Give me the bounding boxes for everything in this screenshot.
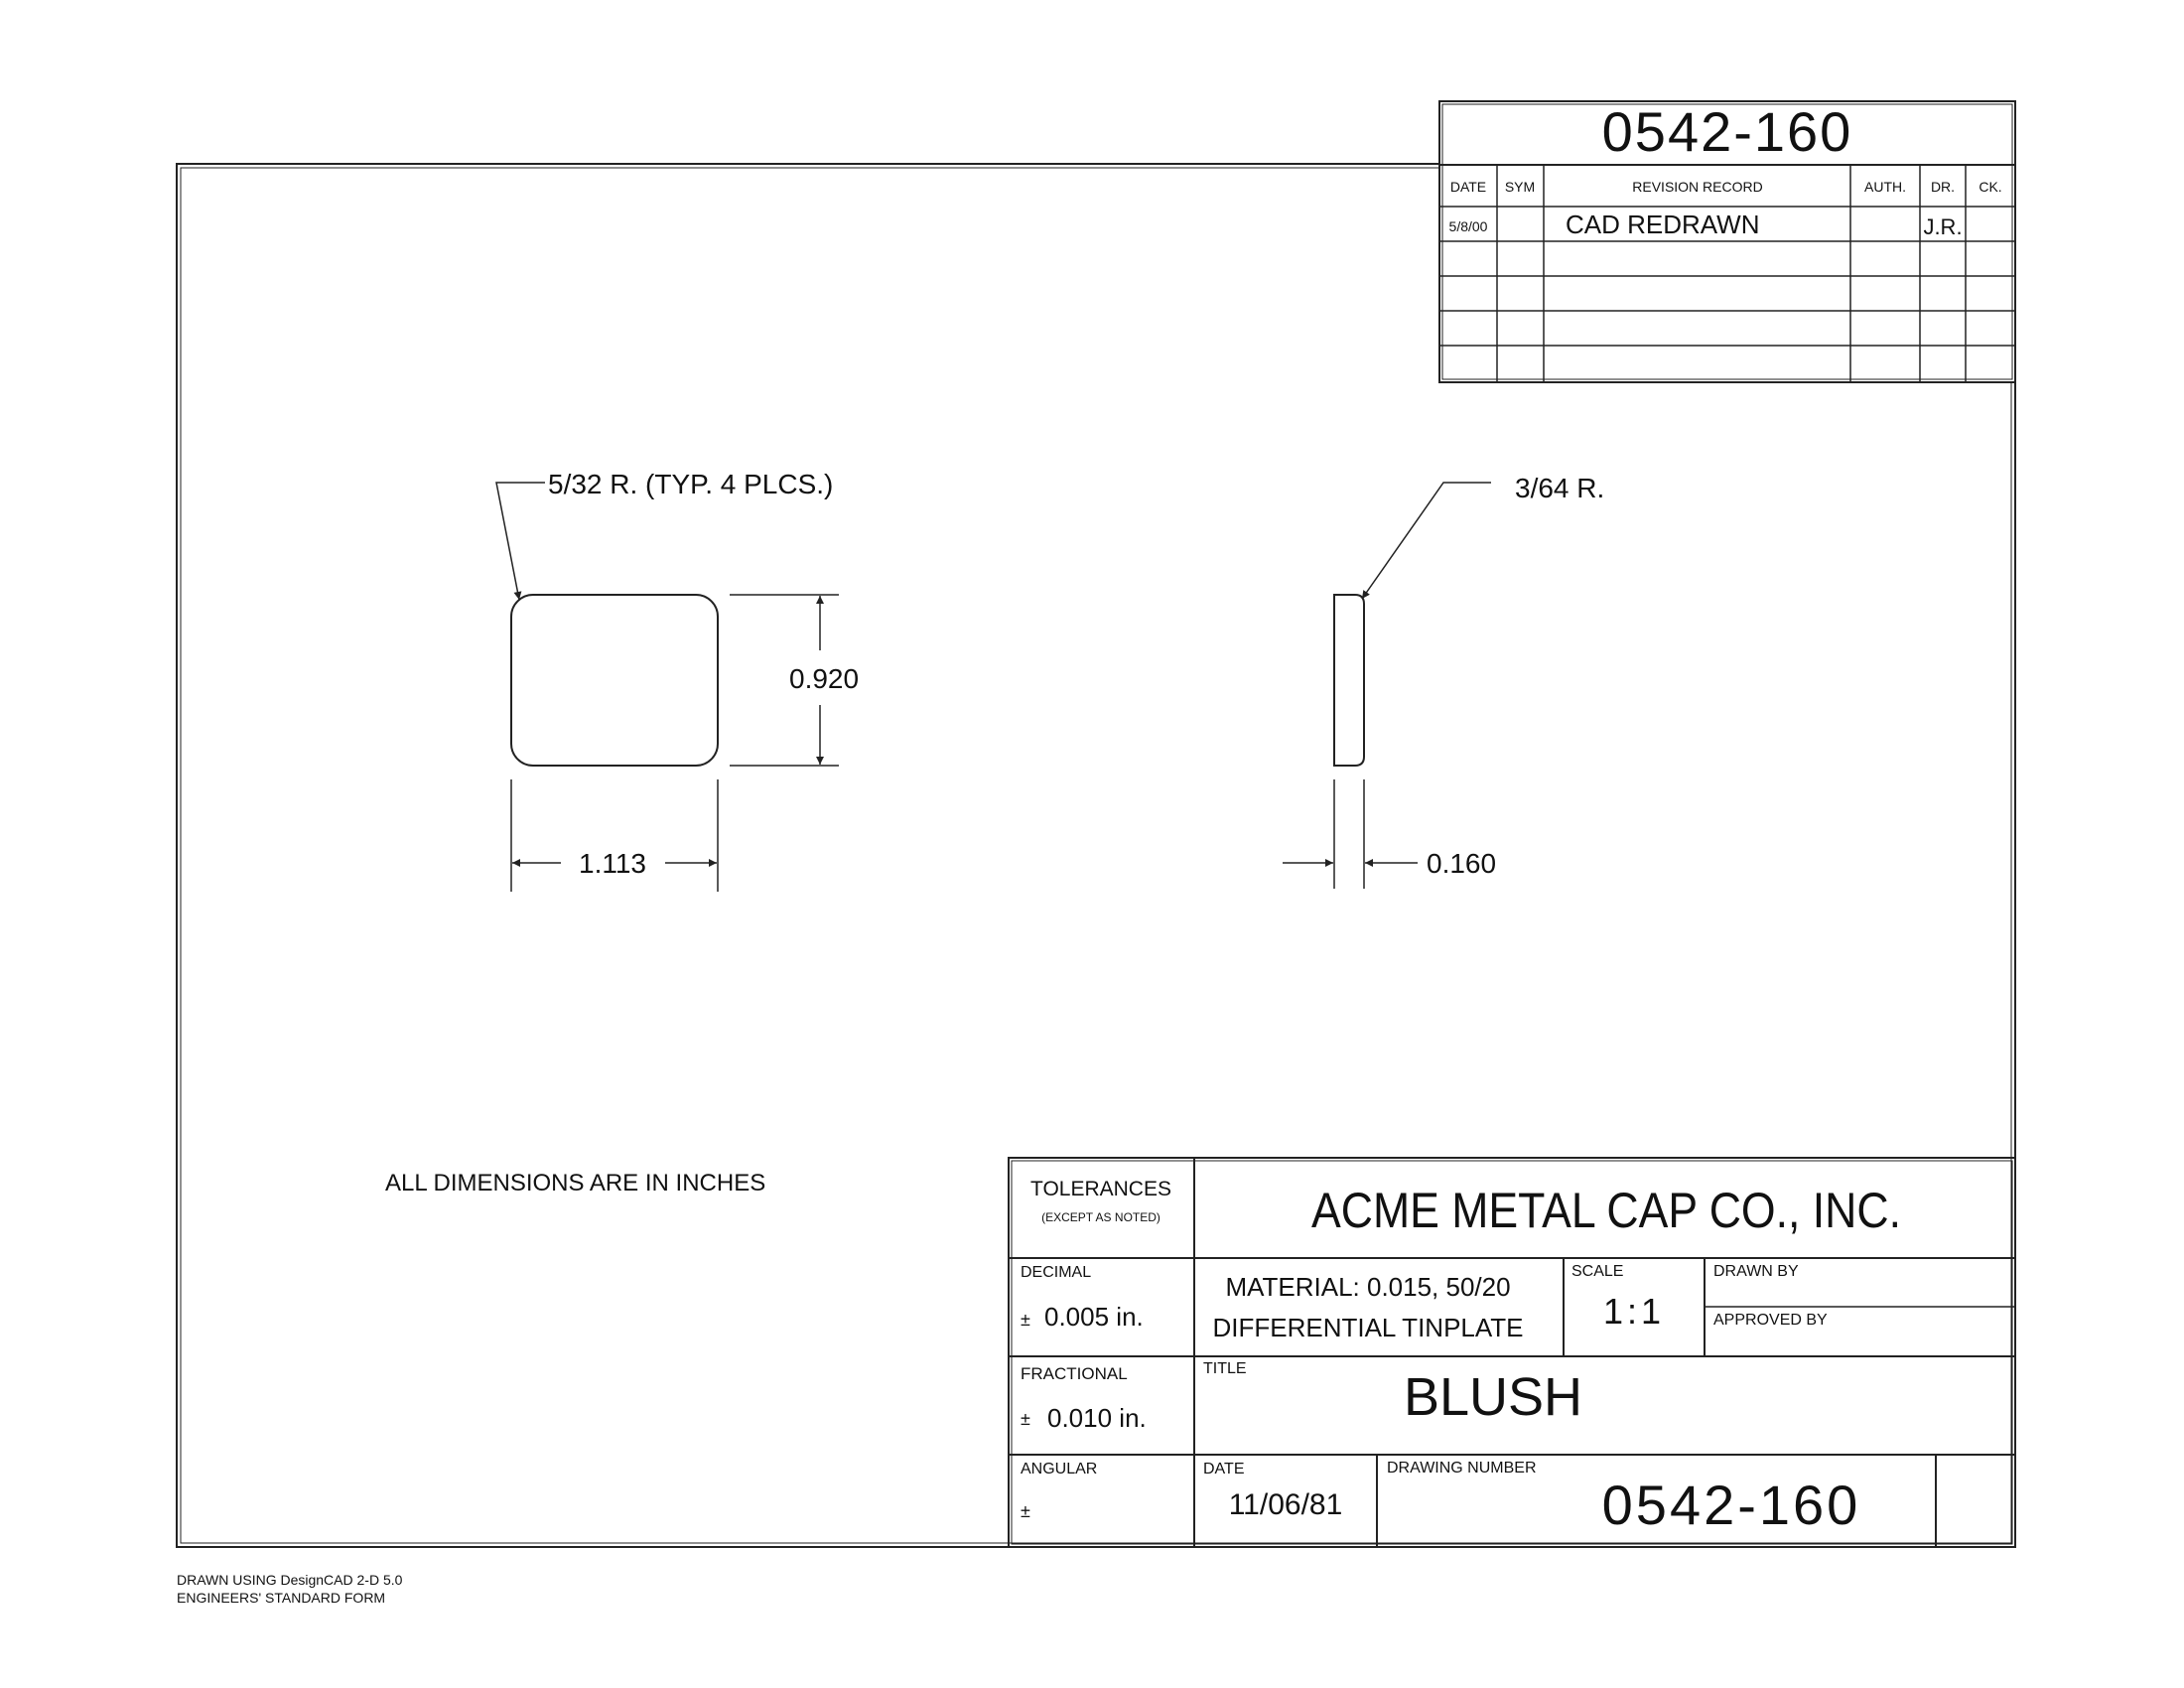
material-line-2: DIFFERENTIAL TINPLATE: [1212, 1313, 1524, 1342]
side-view-outline: [1334, 595, 1364, 766]
tolerances-label: TOLERANCES: [1030, 1178, 1171, 1200]
angular-plus-minus: ±: [1021, 1501, 1030, 1521]
revision-block: [1439, 100, 2015, 382]
footer-line-1: DRAWN USING DesignCAD 2-D 5.0: [177, 1572, 403, 1588]
rev-header-sym: SYM: [1504, 179, 1536, 195]
drawn-by-label: DRAWN BY: [1713, 1263, 1799, 1280]
rev-header-date: DATE: [1449, 179, 1487, 195]
width-dimension: 1.113: [579, 848, 646, 879]
drawing-date: 11/06/81: [1228, 1488, 1343, 1521]
footer-line-2: ENGINEERS' STANDARD FORM: [177, 1590, 386, 1606]
rev-header-record: REVISION RECORD: [1632, 179, 1763, 195]
rev-row-date: 5/8/00: [1448, 218, 1488, 234]
front-view: [496, 469, 859, 892]
scale-label: SCALE: [1571, 1263, 1624, 1280]
title-block: [1009, 1158, 2015, 1547]
title-label: TITLE: [1203, 1360, 1247, 1377]
front-view-outline: [511, 595, 718, 766]
rev-row-dr: J.R.: [1923, 214, 1963, 239]
side-radius-leader: [1362, 483, 1491, 599]
decimal-tolerance: 0.005 in.: [1044, 1302, 1144, 1332]
thickness-dimension: 0.160: [1427, 848, 1497, 879]
drawing-number: 0542-160: [1601, 1474, 1861, 1536]
decimal-plus-minus: ±: [1021, 1310, 1030, 1330]
part-title: BLUSH: [1403, 1367, 1583, 1427]
revision-drawing-number: 0542-160: [1601, 100, 1853, 163]
units-note: ALL DIMENSIONS ARE IN INCHES: [385, 1170, 766, 1196]
height-dimension: 0.920: [789, 663, 860, 694]
scale-value: 1:1: [1602, 1291, 1666, 1332]
front-radius-note: 5/32 R. (TYP. 4 PLCS.): [548, 469, 834, 499]
fractional-label: FRACTIONAL: [1021, 1364, 1128, 1383]
rev-header-ck: CK.: [1979, 179, 2002, 195]
date-label: DATE: [1203, 1461, 1245, 1477]
fractional-tolerance: 0.010 in.: [1047, 1403, 1147, 1433]
side-radius-note: 3/64 R.: [1515, 473, 1605, 503]
except-as-noted: (EXCEPT AS NOTED): [1041, 1210, 1160, 1224]
side-view: [1283, 473, 1604, 889]
fractional-plus-minus: ±: [1021, 1409, 1030, 1429]
rev-header-dr: DR.: [1930, 179, 1956, 195]
rev-row-record: CAD REDRAWN: [1566, 210, 1760, 239]
front-radius-leader: [496, 483, 545, 600]
rev-header-auth: AUTH.: [1864, 179, 1906, 195]
angular-label: ANGULAR: [1021, 1461, 1098, 1477]
company-name: ACME METAL CAP CO., INC.: [1311, 1183, 1901, 1238]
drawing-number-label: DRAWING NUMBER: [1387, 1460, 1537, 1477]
decimal-label: DECIMAL: [1021, 1264, 1092, 1281]
approved-by-label: APPROVED BY: [1713, 1312, 1828, 1329]
material-line-1: MATERIAL: 0.015, 50/20: [1225, 1272, 1511, 1302]
